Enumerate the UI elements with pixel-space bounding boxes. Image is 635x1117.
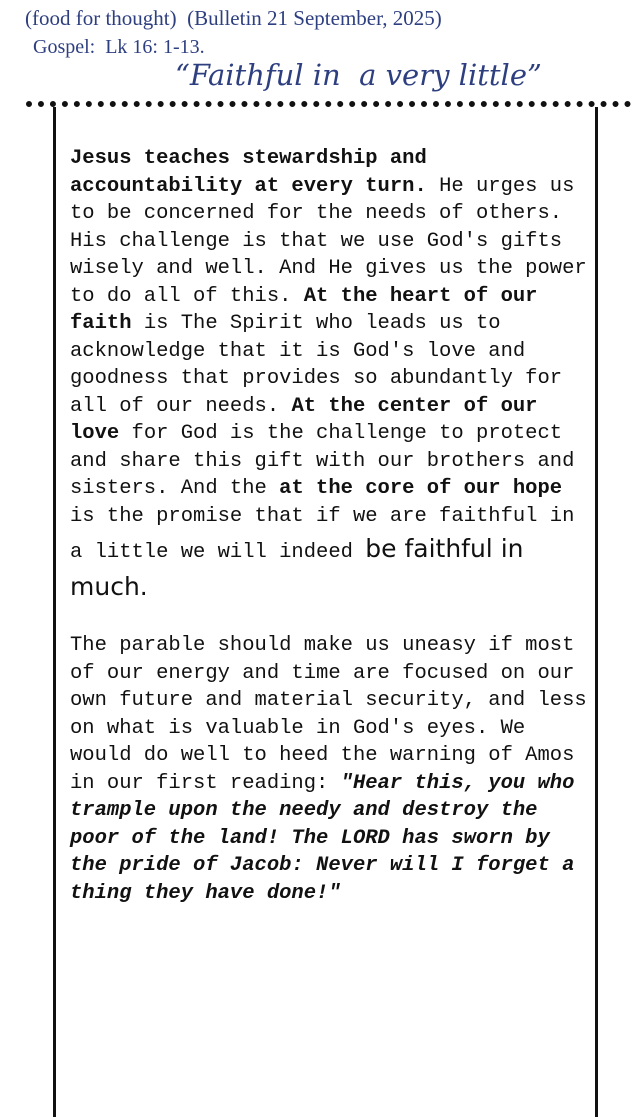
gospel-reference: Gospel: Lk 16: 1-13.	[33, 36, 205, 58]
text-run: for God is the challenge to protect and share this gift with our brothers and sisters. And the	[70, 422, 575, 500]
paragraph-gap	[70, 606, 590, 632]
reflection-body	[70, 145, 590, 907]
text-run: is The Spirit who leads us to acknowledge that it is God's love and goodness that provides so abundantly for all of our needs.	[70, 312, 563, 418]
text-run: He urges us to be concerned for the needs of others. His challenge is that we use God's gifts wisely and well. And He gives us the power to do all of this.	[70, 174, 587, 308]
text-run: is the promise that if we are faithful in a little we will indeed	[70, 504, 575, 564]
bold-phrase-stewardship: Jesus teaches stewardship and accountability at every turn.	[70, 147, 427, 198]
bold-phrase-core: at the core of our hope	[279, 477, 563, 500]
bold-phrase-heart: At the heart of our faith	[70, 284, 538, 335]
text-run: The parable should make us uneasy if most of our energy and time are focused on our own future and material security, and less on what is valuable in God's eyes. We would do well to heed the warning of Amos in our first reading:	[70, 634, 587, 795]
paragraph-parable	[70, 632, 590, 907]
amos-quote: "Hear this, you who trample upon the needy and destroy the poor of the land! The LORD has sworn by the pride of Jacob: Never will I forget a thing they have done!"	[70, 771, 575, 905]
paragraph-stewardship	[70, 145, 590, 606]
text-run-sans: be faithful in much.	[70, 534, 524, 601]
page-title: “Faithful in a very little”	[175, 58, 542, 92]
bulletin-header-line: (food for thought) (Bulletin 21 September, 2025)	[25, 6, 442, 30]
bold-phrase-center: At the center of our love	[70, 394, 538, 445]
